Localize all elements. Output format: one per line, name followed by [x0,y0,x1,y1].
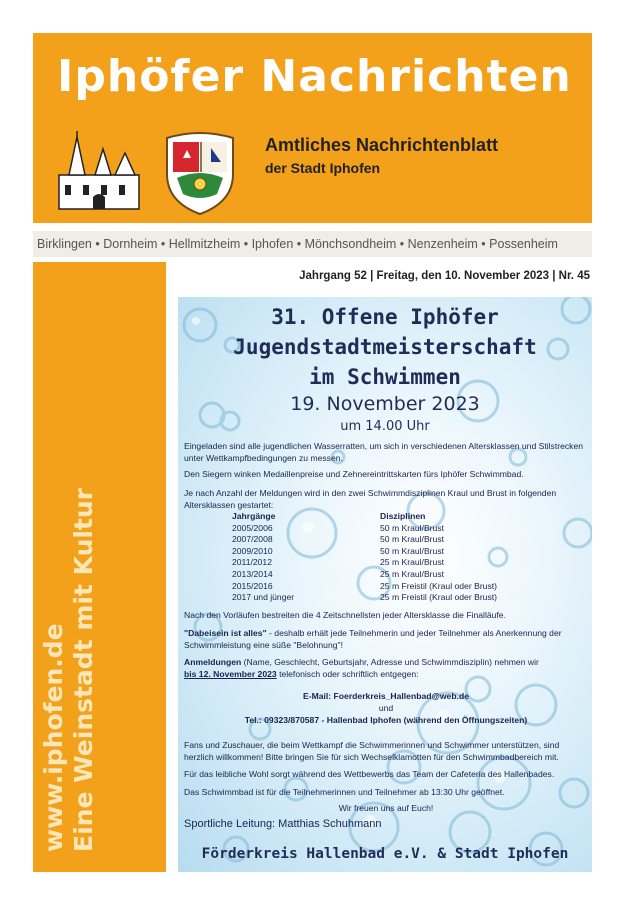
issue-line: Jahrgang 52 | Freitag, den 10. November 2023 | Nr. 45 [299,270,590,282]
poster-und: und [378,703,394,713]
church-icon [55,131,143,211]
discipline-row: 25 m Freistil (Kraul oder Brust) [380,592,498,603]
disciplines-column [380,511,497,604]
sidebar-motto: Eine Weinstadt mit Kultur [69,487,98,852]
discipline-row: 25 m Kraul/Brust [380,557,444,568]
poster-phone: Tel.: 09323/870587 - Hallenbad Iphofen (während den Öffnungszeiten) [244,715,528,725]
year-row: 2005/2006 [232,522,273,533]
year-row: 2007/2008 [232,534,273,545]
village-list: Birklingen • Dornheim • Hellmitzheim • Iphofen • Mönchsondheim • Nenzenheim • Possenheim [33,231,592,257]
year-row: 2009/2010 [232,545,273,556]
poster-title-line3: im Schwimmen [309,365,461,389]
year-row: 2013/2014 [232,568,273,579]
swim-poster [178,297,592,872]
registration-deadline: bis 12. November 2023 [184,669,277,679]
poster-closing: Wir freuen uns auf Euch! [338,803,434,813]
poster-time: um 14.00 Uhr [340,419,430,434]
poster-fans: Fans und Zuschauer, die beim Wettkampf die Schwimmerinnen und Schwimmer unterstützen, sind herzlich willkommen! Bitte bringen Sie für sich Wechselklamotten für den Schwimmbadbereich mit. [184,740,560,762]
poster-food: Für das leibliche Wohl sorgt während des Wettbewerbs das Team der Cafeteria des Hallenbades. [184,769,555,779]
registration-rest: (Name, Geschlecht, Geburtsjahr, Adresse und Schwimmdisziplin) nehmen wir [241,657,539,667]
sidebar-banner [33,262,166,872]
poster-registration [184,656,588,680]
registration-tail: telefonisch oder schriftlich entgegen: [276,669,419,679]
year-row: 2017 und jünger [232,592,295,603]
year-row: 2011/2012 [232,557,272,568]
years-column [232,511,294,604]
poster-finals: Nach den Vorläufen bestreiten die 4 Zeitschnellsten jeder Altersklasse die Finalläufe. [184,610,506,620]
poster-intro: Eingeladen sind alle jugendlichen Wasserratten, um sich in verschiedenen Altersklassen und Stilstrecken unter Wettkampfbedingungen zu messen. [184,441,584,463]
poster-motto [184,627,588,651]
poster-opening: Das Schwimmbad ist für die Teilnehmerinnen und Teilnehmer ab 13:30 Uhr geöffnet. [184,787,505,797]
subtitle-official: Amtliches Nachrichtenblatt [265,135,499,155]
motto-rest: - deshalb erhält jede Teilnehmerin und jeder Teilnehmer als Anerkennung der Schwimmleistung eine süße "Belohnung"! [184,628,562,650]
poster-groups-intro: Je nach Anzahl der Meldungen wird in den zwei Schwimmdisziplinen Kraul und Brust in folgenden Altersklassen gestartet: [184,488,557,510]
poster-sport-lead: Sportliche Leitung: Matthias Schuhmann [184,818,382,830]
sidebar-slogan [39,488,99,852]
motto-bold: "Dabeisein ist alles" [184,628,267,638]
discipline-row: 25 m Freistil (Kraul oder Brust) [380,580,498,591]
years-header: Jahrgänge [232,511,276,521]
year-row: 2015/2016 [232,580,273,591]
poster-prizes: Den Siegern winken Medaillenpreise und Zehnereintrittskarten fürs Iphöfer Schwimmbad. [184,469,524,479]
registration-bold: Anmeldungen [184,657,242,667]
discipline-row: 50 m Kraul/Brust [380,545,444,556]
poster-title-line2: Jugendstadtmeisterschaft [233,335,537,359]
masthead-title: Iphöfer Nachrichten [57,51,572,102]
poster-date: 19. November 2023 [290,393,480,415]
disciplines-header: Disziplinen [380,511,426,521]
poster-footer: Förderkreis Hallenbad e.V. & Stadt Iphofen [201,846,569,862]
poster-email: E-Mail: Foerderkreis_Hallenbad@web.de [303,691,469,701]
discipline-row: 50 m Kraul/Brust [380,534,444,545]
poster-title-line1: 31. Offene Iphöfer [271,305,499,329]
coat-of-arms-icon [161,128,239,216]
header-banner [33,33,592,223]
sidebar-website: www.iphofen.de [39,623,68,852]
subtitle-town: der Stadt Iphofen [265,160,381,176]
discipline-row: 25 m Kraul/Brust [380,568,444,579]
discipline-row: 50 m Kraul/Brust [380,522,444,533]
